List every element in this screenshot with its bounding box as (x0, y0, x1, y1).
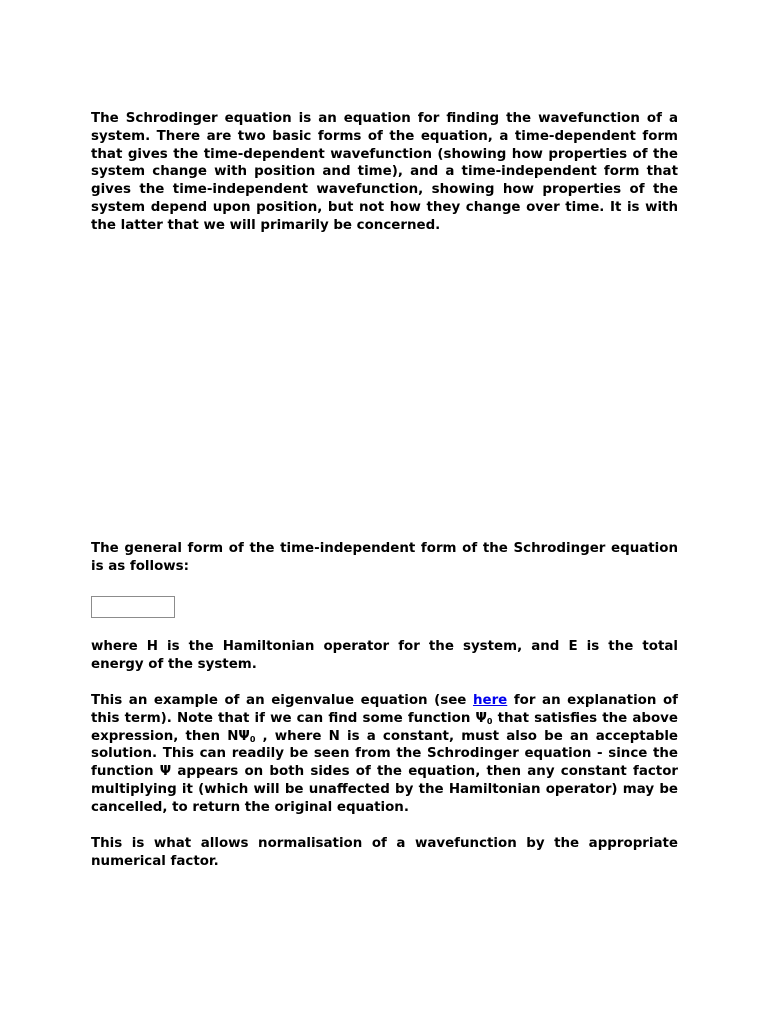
psi-subscript-2: 0 (249, 734, 256, 744)
hamiltonian-paragraph: where H is the Hamiltonian operator for the system, and E is the total energy of the system. (91, 639, 678, 672)
document-page (91, 0, 678, 1024)
eigenvalue-text-3: that satisfies the above expression, then NΨ (91, 710, 678, 744)
eigenvalue-text-1: This an example of an eigenvalue equation (see (91, 693, 473, 708)
eigenvalue-text-4: , where N is a constant, must also be an acceptable solution. This can readily be seen from the Schrodinger equation - since the function Ψ appears on both sides of the equation, then any constant factor multiplying it (which will be unaffected by the Hamiltonian operator) may be cancelled, to return the original equation. (91, 728, 679, 815)
intro-paragraph: The Schrodinger equation is an equation for finding the wavefunction of a system. There are two basic forms of the equation, a time-dependent form that gives the time-dependent wavefunction (showing how properties of the system change with position and time), and a time-independent form that gives the time-independent wavefunction, showing how properties of the system depend upon position, but not how they change over time. It is with the latter that we will primarily be concerned. (91, 111, 678, 233)
equation-image-placeholder (91, 596, 175, 618)
eigenvalue-paragraph (91, 692, 678, 817)
normalisation-paragraph: This is what allows normalisation of a wavefunction by the appropriate numerical factor. (91, 836, 678, 869)
general-form-paragraph: The general form of the time-independent form of the Schrodinger equation is as follows: (91, 541, 678, 574)
eigenvalue-text-2: for an explanation of this term). Note that if we can find some function Ψ (91, 693, 678, 726)
psi-subscript-1: 0 (486, 716, 493, 726)
here-link[interactable]: here (472, 693, 508, 708)
